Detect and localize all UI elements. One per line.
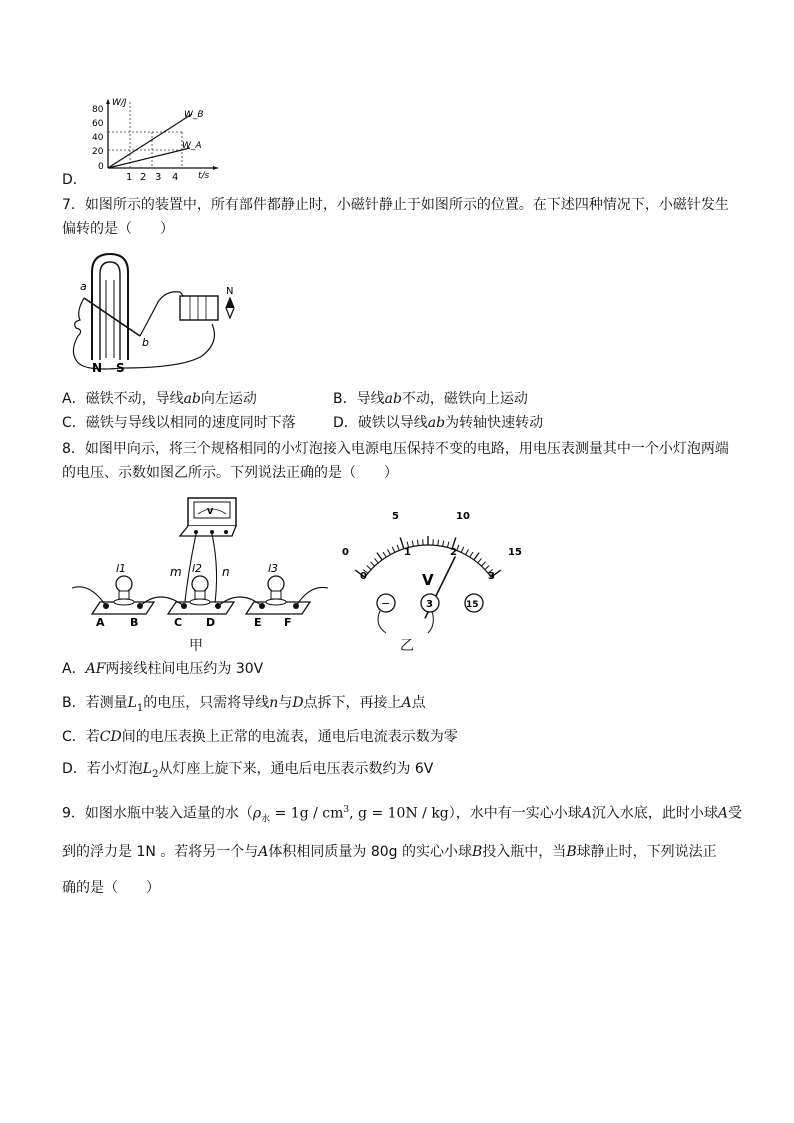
scale-tick: [457, 545, 459, 551]
q8-figure-yi-voltmeter: [338, 505, 528, 635]
magnet-n-label: N: [92, 361, 103, 375]
scale-tick: [367, 565, 371, 569]
x-axis-label: t/s: [198, 171, 210, 181]
label-b: b: [142, 336, 149, 349]
scale-tick: [461, 547, 464, 552]
needle-n-label: N: [226, 286, 234, 297]
inner-scale-2: 2: [450, 547, 457, 558]
wire-m-label: m: [170, 565, 182, 579]
q8-option-c[interactable]: C．若CD间的电压表换上正常的电流表，通电后电流表示数为零: [62, 729, 458, 745]
scale-tick: [470, 552, 473, 557]
line-label-wa: W_A: [182, 141, 202, 151]
scale-tick: [485, 565, 489, 569]
figure-jia-caption: 甲: [189, 638, 203, 654]
scale-tick: [466, 549, 469, 554]
x-tick: 2: [140, 172, 147, 183]
label-a: a: [80, 280, 87, 293]
terminal-a: A: [96, 616, 105, 629]
magnet-s-label: S: [116, 361, 125, 375]
scale-tick: [443, 540, 444, 546]
svg-text:15: 15: [466, 600, 479, 610]
bulb-label-l3: l3: [268, 562, 279, 575]
line-label-wb: W_B: [184, 110, 204, 120]
outer-scale-10: 10: [456, 511, 470, 522]
scale-tick: [417, 540, 418, 546]
terminal-d: D: [206, 616, 216, 629]
svg-text:−: −: [381, 597, 391, 610]
scale-tick: [377, 553, 382, 560]
y-tick: 40: [92, 133, 104, 143]
scale-tick: [447, 542, 448, 548]
x-tick: 1: [126, 172, 133, 183]
figure-yi-caption: 乙: [400, 638, 414, 654]
q8-option-a[interactable]: A．AF两接线柱间电压约为 30V: [62, 661, 264, 677]
svg-text:3: 3: [426, 599, 433, 610]
line-wb: [108, 114, 192, 168]
bulb-l3: [266, 576, 286, 605]
q6-option-d-label[interactable]: D．: [62, 172, 87, 188]
bulb-label-l1: l1: [116, 562, 127, 575]
voltmeter-v-label: V: [207, 507, 214, 516]
scale-tick: [392, 547, 395, 552]
scale-tick: [374, 558, 378, 563]
bulb-l1: [114, 576, 134, 605]
q9-stem-line2: 到的浮力是 1N 。若将另一个与A体积相同质量为 80g 的实心小球B投入瓶中，当B球静止时，下列说法正: [62, 844, 717, 860]
q9-stem-line3: 确的是（ ）: [62, 880, 160, 896]
scale-tick: [388, 549, 391, 554]
q7-option-b[interactable]: B．导线ab不动，磁铁向上运动: [333, 391, 528, 407]
scale-tick: [383, 552, 386, 557]
bulb-l2: [190, 576, 210, 605]
line-wa: [108, 148, 190, 168]
q8-option-d[interactable]: D．若小灯泡$L_2$从灯座上旋下来，通电后电压表示数约为 6V: [62, 761, 434, 780]
scale-tick: [478, 558, 482, 563]
q7-figure-magnet-circuit: [62, 250, 252, 375]
wire-n-label: n: [222, 565, 230, 579]
unit-v: V: [422, 571, 434, 589]
outer-scale-5: 5: [392, 511, 399, 522]
q7-option-c[interactable]: C．磁铁与导线以相同的速度同时下落: [62, 415, 296, 431]
q7-stem-line1: 7．如图所示的装置中，所有部件都静止时，小磁针静止于如图所示的位置。在下述四种情况下，小磁针发生: [62, 197, 729, 213]
x-tick: 3: [155, 172, 162, 183]
scale-tick: [438, 540, 439, 546]
q8-stem-line1: 8．如图甲向示，将三个规格相同的小灯泡接入电源电压保持不变的电路，用电压表测量其中一个小灯泡两端: [62, 441, 729, 457]
x-tick: 4: [172, 172, 179, 183]
q8-stem-line2: 的电压、示数如图乙所示。下列说法正确的是（ ）: [62, 465, 398, 481]
inner-scale-1: 1: [404, 547, 411, 558]
q8-figure-jia: [70, 492, 330, 632]
y-tick: 60: [92, 119, 104, 129]
inner-scale-3: 3: [488, 571, 495, 582]
scale-tick: [481, 562, 485, 566]
scale-tick: [412, 540, 413, 546]
scale-tick: [474, 553, 479, 560]
terminal-f: F: [284, 616, 292, 629]
y-tick: 0: [98, 162, 104, 172]
outer-scale-0: 0: [342, 547, 349, 558]
q9-stem-line1: 9．如图水瓶中装入适量的水（$\rho_水 = 1g / cm^3$, g = 10N / kg），水中有一实心小球A沉入水底，此时小球A受: [62, 805, 743, 825]
y-axis-label: W/J: [112, 98, 127, 108]
terminal-e: E: [254, 616, 262, 629]
scale-tick: [370, 562, 374, 566]
q7-option-a[interactable]: A．磁铁不动，导线ab向左运动: [62, 391, 257, 407]
work-time-graph: [72, 96, 222, 186]
y-tick: 20: [92, 147, 104, 157]
q7-stem-line2: 偏转的是（ ）: [62, 221, 174, 237]
inner-scale-0: 0: [360, 571, 367, 582]
q7-option-d[interactable]: D．破铁以导线ab为转轴快速转动: [333, 415, 544, 431]
scale-tick: [397, 545, 399, 551]
q6-option-d-graph: [72, 96, 222, 186]
y-tick: 80: [92, 105, 104, 115]
outer-scale-15: 15: [508, 547, 522, 558]
terminal-c: C: [174, 616, 183, 629]
terminal-b: B: [130, 616, 139, 629]
bulb-label-l2: l2: [192, 562, 203, 575]
q8-option-b[interactable]: B．若测量$L_1$的电压，只需将导线n与D点拆下，再接上A点: [62, 695, 426, 714]
